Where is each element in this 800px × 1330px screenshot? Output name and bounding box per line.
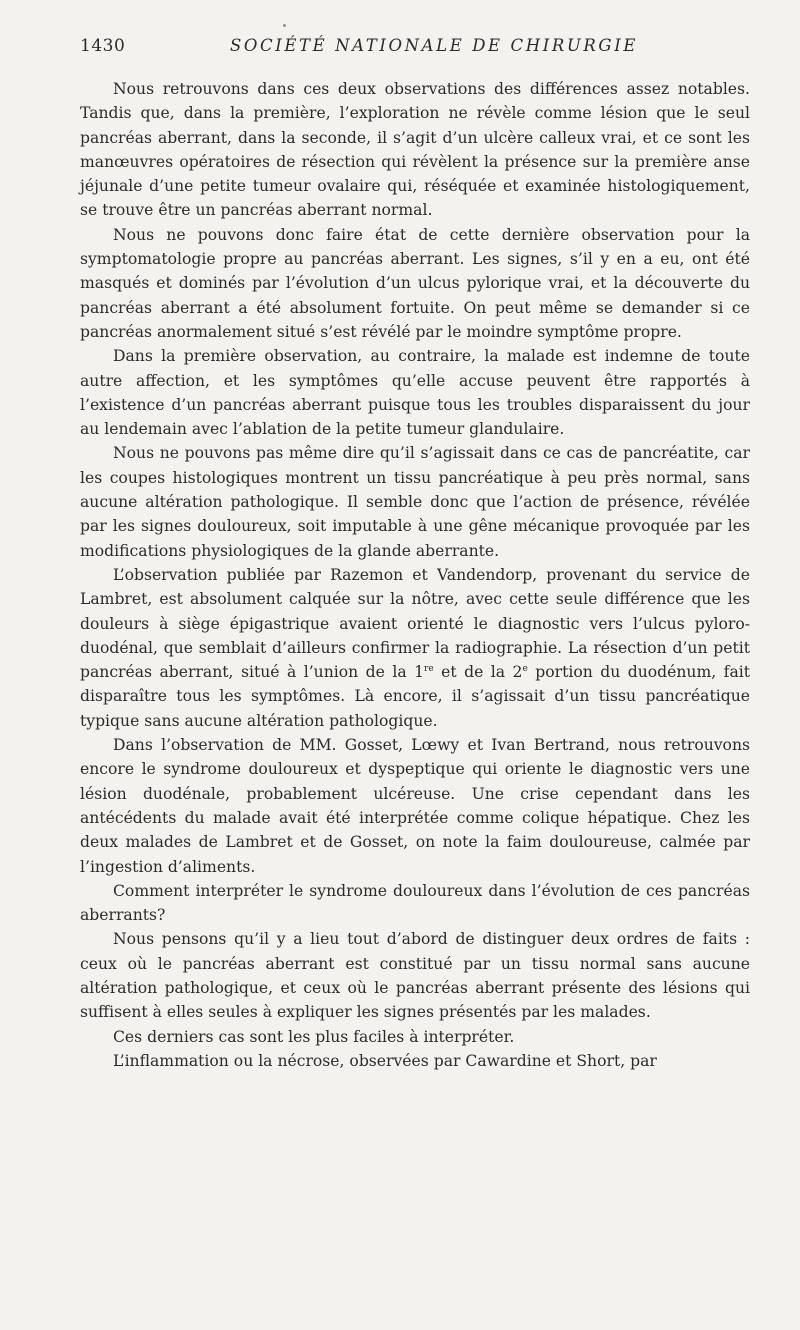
text-run: L’observation publiée par Razemon et Vandendorp, provenant du service de Lambret, est absolument calquée sur la nôtre, avec cette seule différence que les douleurs à siège épigastrique avaient orienté le diagnostic vers l’ulcus pyloro-duodénal, que semblait d’ailleurs confirmer la radiographie. La résection d’un petit pancréas aberrant, situé à l’union de la 1 [80,565,750,682]
paragraph: Nous retrouvons dans ces deux observations des différences assez notables. Tandis que, dans la première, l’exploration ne révèle comme lésion que le seul pancréas aberrant, dans la seconde, il s’agit d’un ulcère calleux vrai, et ce sont les manœuvres opératoires de résection qui révèlent la présence sur la première anse jéjunale d’une petite tumeur ovalaire qui, réséquée et examinée histologiquement, se trouve être un pancréas aberrant normal. [80,80,750,220]
text-run: et de la 2 [433,663,523,682]
body-text [80,77,750,1073]
paragraph-razemon [80,563,750,733]
paragraph: Comment interpréter le syndrome douloureux dans l’évolution de ces pancréas aberrants? [80,881,750,925]
paragraph: Nous ne pouvons donc faire état de cette dernière observation pour la symptomatologie propre au pancréas aberrant. Les signes, s’il y en a eu, ont été masqués et dominés par l’évolution d’un ulcus pylorique vrai, et la découverte du pancréas aberrant a été absolument fortuite. On peut même se demander si ce pancréas anormalement situé s’est révélé par le moindre symptôme propre. [80,225,750,341]
paragraph: Dans la première observation, au contraire, la malade est indemne de toute autre affection, et les symptômes qu’elle accuse peuvent être rapportés à l’existence d’un pancréas aberrant puisque tous les troubles disparaissent du jour au lendemain avec l’ablation de la petite tumeur glandulaire. [80,347,750,439]
ordinal-superscript: e [522,664,528,675]
print-speck [283,24,286,27]
journal-title: SOCIÉTÉ NATIONALE DE CHIRURGIE [230,36,638,55]
paragraph: Ces derniers cas sont les plus faciles à interpréter. [113,1027,515,1046]
running-header [80,36,750,60]
page-number: 1430 [80,36,126,56]
paragraph: L’inflammation ou la nécrose, observées par Cawardine et Short, par [113,1051,657,1070]
paragraph: Nous pensons qu’il y a lieu tout d’abord de distinguer deux ordres de faits : ceux où le pancréas aberrant est constitué par un tissu normal sans aucune altération pathologique, et ceux où le pancréas aberrant présente des lésions qui suffisent à elles seules à expliquer les signes présentés par les malades. [80,930,750,1022]
ordinal-superscript: re [424,664,434,675]
paragraph: Nous ne pouvons pas même dire qu’il s’agissait dans ce cas de pancréatite, car les coupes histologiques montrent un tissu pancréatique à peu près normal, sans aucune altération pathologique. Il semble donc que l’action de présence, révélée par les signes douloureux, soit imputable à une gêne mécanique provoquée par les modifications physiologiques de la glande aberrante. [80,444,750,560]
paragraph: Dans l’observation de MM. Gosset, Lœwy et Ivan Bertrand, nous retrouvons encore le syndrome douloureux et dyspeptique qui oriente le diagnostic vers une lésion duodénale, probablement ulcéreuse. Une crise cependant dans les antécédents du malade avait été interprétée comme colique hépatique. Chez les deux malades de Lambret et de Gosset, on note la faim douloureuse, calmée par l’ingestion d’aliments. [80,736,750,876]
text-run: portion du duodénum, fait disparaître tous les symptômes. Là encore, il s’agissait d’un tissu pancréatique typique sans aucune altération pathologique. [80,663,750,730]
